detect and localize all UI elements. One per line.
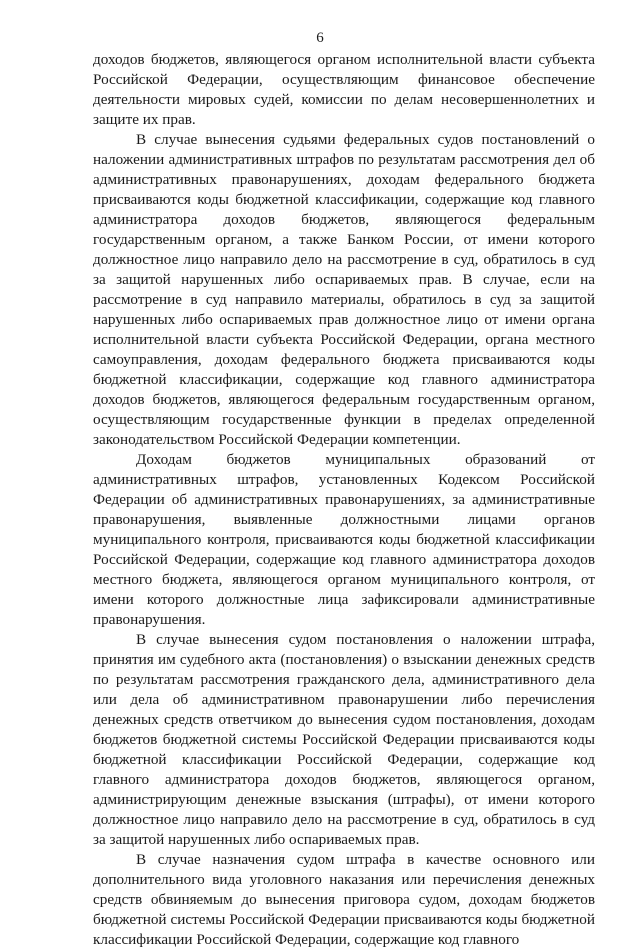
paragraph-court-fine: В случае вынесения судом постановления о наложении штрафа, принятия им судебного акта (постановления) о взыскании денежных средств по результатам рассмотрения гражданского дела, административного дела или дела об административном правонарушении либо перечисления денежных средств ответчиком до вынесения судом постановления, доходам бюджетов бюджетной системы Российской Федерации присваиваются коды бюджетной классификации Российской Федерации, содержащие код главного администратора доходов бюджетов, являющегося органом, администрирующим денежные взыскания (штрафы), от имени которого должностное лицо направило дело на рассмотрение в суд, обратилось в суд за защитой нарушенных либо оспариваемых прав. [93, 631, 595, 848]
document-body [93, 50, 595, 950]
paragraph-criminal-fine: В случае назначения судом штрафа в качестве основного или дополнительного вида уголовного наказания или перечисления денежных средств обвиняемым до вынесения приговора судом, доходам бюджетов бюджетной системы Российской Федерации присваиваются коды бюджетной классификации Российской Федерации, содержащие код главного [93, 851, 595, 948]
paragraph-federal-courts: В случае вынесения судьями федеральных судов постановлений о наложении административных штрафов по результатам рассмотрения дел об административных правонарушениях, доходам федерального бюджета присваиваются коды бюджетной классификации, содержащие код главного администратора доходов бюджетов, являющегося федеральным государственным органом, а также Банком России, от имени которого должностное лицо направило дело на рассмотрение в суд, обратилось в суд за защитой нарушенных либо оспариваемых прав. В случае, если на рассмотрение в суд направило материалы, обратилось в суд за защитой нарушенных либо оспариваемых прав должностное лицо от имени органа исполнительной власти субъекта Российской Федерации, органа местного самоуправления, доходам федерального бюджета присваиваются коды бюджетной классификации, содержащие код главного администратора доходов бюджетов, являющегося федеральным государственным органом, осуществляющим государственные функции в пределах определенной законодательством Российской Федерации компетенции. [93, 131, 595, 448]
paragraph-continuation: доходов бюджетов, являющегося органом исполнительной власти субъекта Российской Федерации, осуществляющим финансовое обеспечение деятельности мировых судей, комиссии по делам несовершеннолетних и защите их прав. [93, 51, 595, 128]
page-number: 6 [316, 30, 324, 46]
paragraph-municipal-budgets: Доходам бюджетов муниципальных образований от административных штрафов, установленных Кодексом Российской Федерации об административных правонарушениях, за административные правонарушения, выявленные должностными лицами органов муниципального контроля, присваиваются коды бюджетной классификации Российской Федерации, содержащие код главного администратора доходов местного бюджета, являющегося органом муниципального контроля, от имени которого должностные лица зафиксировали административные правонарушения. [93, 451, 595, 628]
